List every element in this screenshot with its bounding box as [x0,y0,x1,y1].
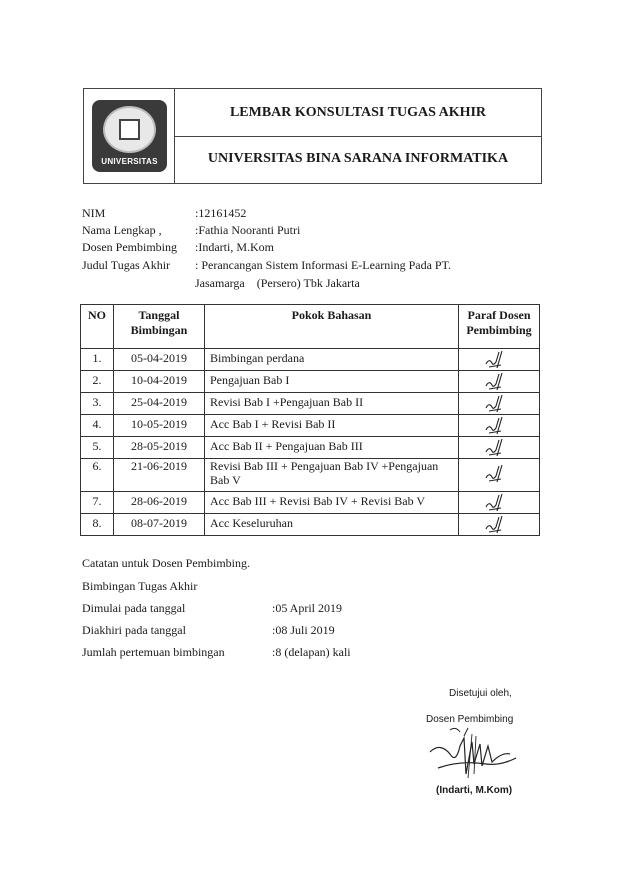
row-no: 8. [81,514,114,536]
advisor-label: Dosen Pembimbing [82,240,177,254]
row-signature [459,437,540,459]
form-title: LEMBAR KONSULTASI TUGAS AKHIR [229,105,487,120]
table-row [81,492,540,514]
row-date: 28-05-2019 [114,437,205,459]
signature-icon [483,394,507,414]
header-date [114,305,205,349]
university-logo [92,100,167,172]
row-date: 05-04-2019 [114,349,205,371]
header-sign-line2: Pembimbing [466,323,532,337]
logo-text: UNIVERSITAS [101,157,158,166]
row-signature [459,415,540,437]
approved-by-label: Disetujui oleh, [449,688,512,699]
start-date-label: Dimulai pada tanggal [82,601,186,615]
row-signature [459,393,540,415]
university-name: UNIVERSITAS BINA SARANA INFORMATIKA [207,151,509,166]
row-signature [459,371,540,393]
name-value: :Fathia Nooranti Putri [195,223,301,237]
row-date: 10-04-2019 [114,371,205,393]
header-no: NO [81,305,114,349]
row-date: 10-05-2019 [114,415,205,437]
row-topic: Pengajuan Bab I [205,371,459,393]
row-date: 28-06-2019 [114,492,205,514]
signature-icon [483,464,507,484]
notes-heading: Catatan untuk Dosen Pembimbing. [82,556,250,570]
name-label: Nama Lengkap , [82,223,162,237]
table-row [81,437,540,459]
signature-icon [483,372,507,392]
row-topic: Revisi Bab I +Pengajuan Bab II [205,393,459,415]
row-topic: Acc Bab III + Revisi Bab IV + Revisi Bab V [205,492,459,514]
header-date-line1: Tanggal [138,308,180,322]
row-topic: Revisi Bab III + Pengajuan Bab IV +Pengajuan Bab V [205,459,459,492]
thesis-label: Judul Tugas Akhir [82,258,171,272]
row-no: 5. [81,437,114,459]
consultation-table [80,304,540,536]
thesis-value-line1: : Perancangan Sistem Informasi E-Learning Pada PT. [195,258,452,272]
advisor-name: (Indarti, M.Kom) [436,785,513,796]
row-no: 3. [81,393,114,415]
header-date-line2: Bimbingan [130,323,188,337]
row-date: 25-04-2019 [114,393,205,415]
header-divider-horizontal [175,136,541,137]
row-no: 1. [81,349,114,371]
signature-icon [483,416,507,436]
header-box [83,88,542,184]
table-row [81,459,540,492]
table-row [81,371,540,393]
signature-icon [483,438,507,458]
row-signature [459,349,540,371]
row-signature [459,514,540,536]
advisor-signature-icon [420,724,524,780]
signature-icon [483,515,507,535]
meeting-count-label: Jumlah pertemuan bimbingan [82,645,225,659]
meeting-count-value: :8 (delapan) kali [272,645,351,659]
table-row [81,514,540,536]
signature-icon [483,493,507,513]
end-date-label: Diakhiri pada tanggal [82,623,186,637]
row-no: 4. [81,415,114,437]
notes-subheading: Bimbingan Tugas Akhir [82,579,198,593]
table-row [81,393,540,415]
header-sign [459,305,540,349]
logo-seal-icon [103,106,156,153]
row-date: 21-06-2019 [114,459,205,492]
row-signature [459,492,540,514]
table-header-row [81,305,540,349]
header-topic: Pokok Bahasan [205,305,459,349]
row-no: 6. [81,459,114,492]
table-row [81,415,540,437]
row-no: 7. [81,492,114,514]
table-row [81,349,540,371]
end-date-value: :08 Juli 2019 [272,623,335,637]
row-topic: Acc Keseluruhan [205,514,459,536]
header-sign-line1: Paraf Dosen [467,308,531,322]
nim-value: :12161452 [195,206,247,220]
row-topic: Acc Bab I + Revisi Bab II [205,415,459,437]
row-topic: Bimbingan perdana [205,349,459,371]
row-signature [459,459,540,492]
signature-icon [483,350,507,370]
start-date-value: :05 April 2019 [272,601,343,615]
nim-label: NIM [82,206,106,220]
advisor-value: :Indarti, M.Kom [195,240,274,254]
row-topic: Acc Bab II + Pengajuan Bab III [205,437,459,459]
row-date: 08-07-2019 [114,514,205,536]
row-no: 2. [81,371,114,393]
advisor-role-label: Dosen Pembimbing [426,714,514,725]
thesis-value-line2: Jasamarga (Persero) Tbk Jakarta [195,276,360,290]
